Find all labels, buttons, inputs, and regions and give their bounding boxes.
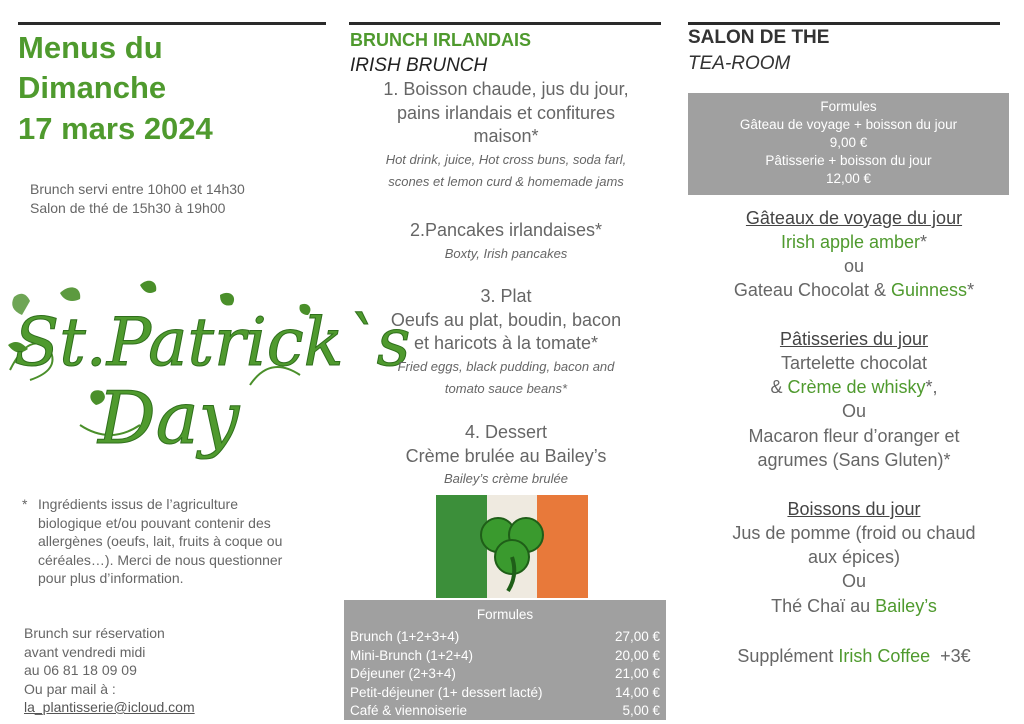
menu-item-3 — [351, 285, 661, 400]
allergen-note — [22, 495, 322, 588]
box-line: Pâtisserie + boisson du jour — [765, 153, 932, 168]
patisserie-line: & Crème de whisky*, — [770, 377, 938, 397]
tea-formulas-box — [688, 93, 1009, 195]
note-line: pour plus d’information. — [38, 570, 184, 586]
item-fr-line: Oeufs au plat, boudin, bacon — [390, 309, 622, 330]
item-fr-line: 2.Pancakes irlandaises* — [409, 220, 603, 240]
item-fr-line: Crème brulée au Bailey’s — [405, 445, 607, 466]
or-text: Ou — [841, 401, 866, 421]
formula-row — [344, 648, 666, 667]
item-en-line: scones et lemon curd & homemade jams — [388, 173, 624, 189]
svg-text:Day: Day — [98, 376, 240, 460]
item-en-line: Fried eggs, black pudding, bacon and — [397, 358, 615, 374]
page-title-line-1: Menus du — [18, 30, 163, 65]
boisson-line: Jus de pomme (froid ou chaud — [732, 523, 976, 543]
irish-flag-shamrock-image — [436, 495, 588, 598]
item-fr-line: pains irlandais et confitures — [396, 102, 616, 123]
formula-price: 27,00 € — [614, 629, 660, 644]
boisson-line: Thé Chaï au Bailey’s — [771, 596, 937, 616]
formula-row — [344, 666, 666, 685]
gateaux-title: Gâteaux de voyage du jour — [745, 208, 963, 228]
divider — [18, 22, 326, 25]
or-text: Ou — [841, 571, 866, 591]
contact-info — [24, 624, 195, 717]
item-en-line: tomato sauce beans* — [444, 380, 568, 396]
formula-name: Mini-Brunch (1+2+4) — [350, 647, 474, 663]
page-title-line-2: Dimanche — [18, 70, 167, 105]
patisserie-line: Macaron fleur d’oranger et — [748, 426, 960, 446]
page-title-line-3: 17 mars 2024 — [18, 111, 213, 146]
box-line: Gâteau de voyage + boisson du jour — [739, 117, 958, 132]
item-en-line: Bailey’s crème brulée — [443, 471, 569, 486]
divider — [349, 22, 661, 25]
tea-hours: Salon de thé de 15h30 à 19h00 — [30, 200, 226, 216]
brunch-heading: BRUNCH IRLANDAIS — [350, 30, 531, 50]
formula-row — [344, 629, 666, 648]
contact-line: avant vendredi midi — [24, 643, 146, 660]
formula-name: Déjeuner (2+3+4) — [350, 666, 456, 681]
svg-text:St.Patrick`s: St.Patrick`s — [14, 304, 411, 381]
formula-row — [344, 703, 666, 722]
tea-room-heading: SALON DE THE — [688, 27, 830, 48]
item-fr-line: 4. Dessert — [464, 422, 548, 442]
brunch-hours: Brunch servi entre 10h00 et 14h30 — [30, 181, 245, 197]
formulas-title: Formules — [476, 607, 534, 622]
item-fr-line: 3. Plat — [480, 286, 532, 306]
menu-item-1 — [351, 78, 661, 193]
formula-price: 5,00 € — [622, 703, 660, 718]
item-en-line: Hot drink, juice, Hot cross buns, soda farl, — [385, 151, 627, 167]
formula-price: 21,00 € — [614, 666, 660, 681]
or-text: ou — [843, 256, 865, 276]
brunch-formulas-box — [344, 600, 666, 720]
menu-item-2 — [351, 219, 661, 265]
phone-number: au 06 81 18 09 09 — [24, 662, 137, 678]
tea-room-subheading: TEA-ROOM — [688, 53, 791, 74]
formula-price: 20,00 € — [614, 647, 660, 663]
note-line: Ingrédients issus de l’agriculture — [38, 496, 238, 512]
supplement-line: Supplément Irish Coffee +3€ — [737, 646, 971, 666]
email-link[interactable]: la_plantisserie@icloud.com — [24, 699, 195, 715]
gateau-item-2: Gateau Chocolat & Guinness* — [733, 280, 975, 300]
box-line: 12,00 € — [825, 171, 872, 186]
formula-name: Brunch (1+2+3+4) — [350, 629, 460, 644]
box-line: Formules — [820, 99, 877, 114]
menu-item-4 — [351, 421, 661, 490]
gateau-item-1: Irish apple amber* — [780, 232, 928, 252]
boisson-line: aux épices) — [807, 547, 901, 567]
note-line: allergènes (oeufs, lait, fruits à coque ou — [38, 533, 283, 549]
brunch-subheading: IRISH BRUNCH — [350, 55, 488, 76]
patisserie-line: Tartelette chocolat — [780, 353, 928, 373]
contact-line: Brunch sur réservation — [24, 625, 165, 641]
divider — [688, 22, 1000, 25]
formula-name: Petit-déjeuner (1+ dessert lacté) — [350, 684, 543, 700]
item-fr-line: 1. Boisson chaude, jus du jour, — [383, 79, 629, 99]
formula-row — [344, 685, 666, 704]
note-line: biologique et/ou pouvant contenir des — [38, 514, 271, 531]
contact-line: Ou par mail à : — [24, 680, 116, 697]
patisserie-line: agrumes (Sans Gluten)* — [757, 450, 951, 470]
item-fr-line: et haricots à la tomate* — [413, 333, 599, 353]
boissons-title: Boissons du jour — [787, 499, 921, 519]
note-asterisk: * — [22, 496, 28, 512]
box-line: 9,00 € — [829, 135, 868, 150]
st-patricks-day-logo — [0, 275, 411, 460]
patisseries-title: Pâtisseries du jour — [779, 329, 929, 349]
note-line: céréales…). Merci de nous questionner — [38, 551, 283, 568]
item-en-line: Boxty, Irish pancakes — [444, 245, 568, 261]
item-fr-line: maison* — [473, 126, 539, 146]
formula-price: 14,00 € — [614, 684, 660, 700]
formula-name: Café & viennoiserie — [350, 703, 468, 718]
